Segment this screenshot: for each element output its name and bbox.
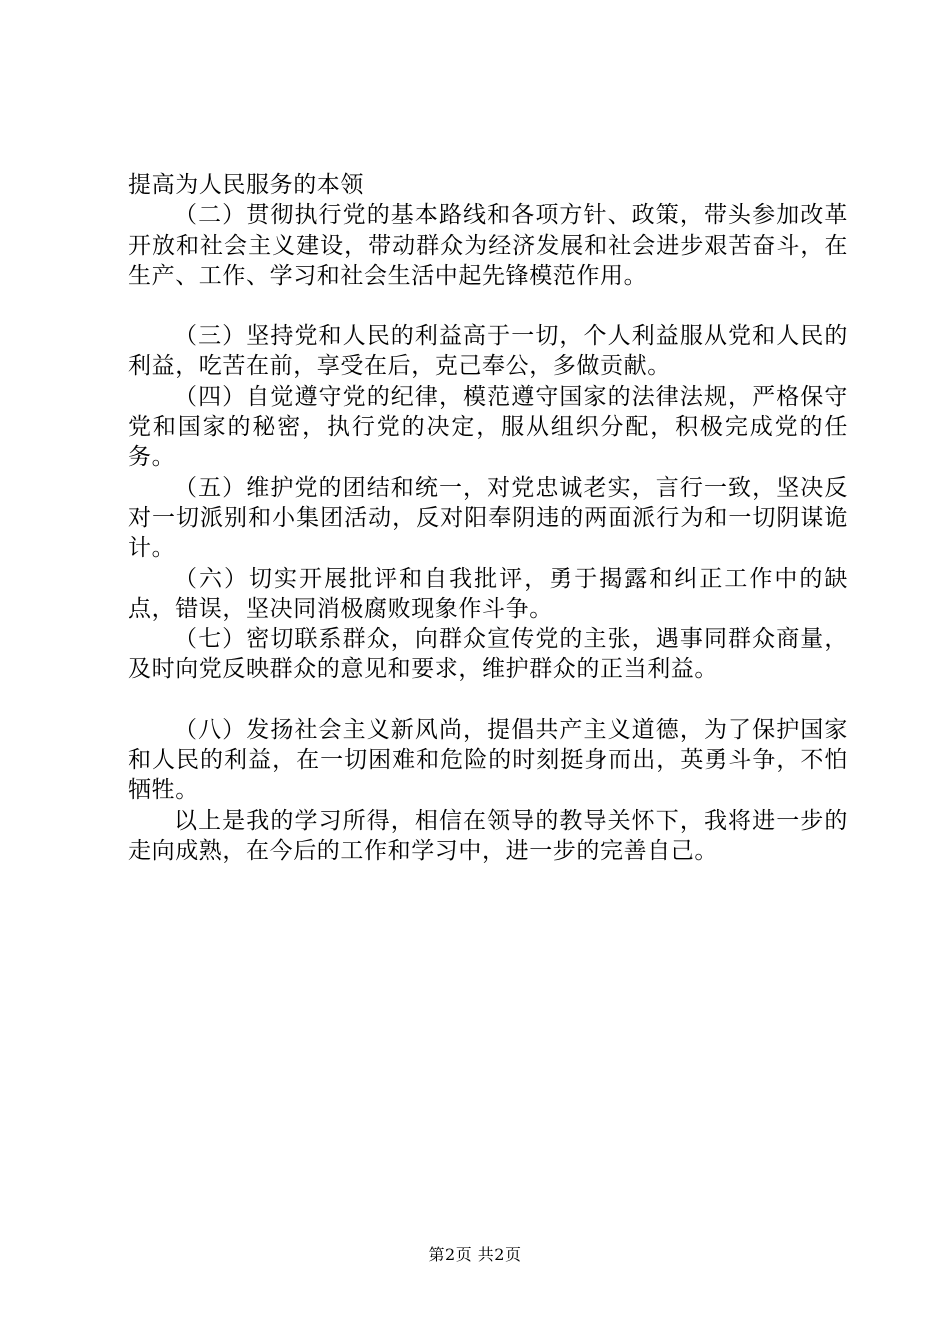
paragraph-spacer xyxy=(128,685,848,715)
paragraph-item-2: （二）贯彻执行党的基本路线和各项方针、政策，带头参加改革开放和社会主义建设，带动群众为经济发展和社会进步艰苦奋斗，在生产、工作、学习和社会生活中起先锋模范作用。 xyxy=(128,202,848,289)
paragraph-item-6: （六）切实开展批评和自我批评，勇于揭露和纠正工作中的缺点，错误，坚决同消极腐败现象作斗争。 xyxy=(128,565,848,622)
paragraph-continuation: 提高为人民服务的本领 xyxy=(128,172,364,198)
paragraph-conclusion: 以上是我的学习所得，相信在领导的教导关怀下，我将进一步的走向成熟，在今后的工作和学习中，进一步的完善自己。 xyxy=(128,807,848,864)
page-number-footer: 第2页 共2页 xyxy=(428,1245,522,1264)
document-body xyxy=(128,170,848,866)
paragraph-spacer xyxy=(128,291,848,321)
paragraph-item-5: （五）维护党的团结和统一，对党忠诚老实，言行一致，坚决反对一切派别和小集团活动，反对阳奉阴违的两面派行为和一切阴谋诡计。 xyxy=(128,474,848,562)
paragraph-item-3: （三）坚持党和人民的利益高于一切，个人利益服从党和人民的利益，吃苦在前，享受在后，克己奉公，多做贡献。 xyxy=(128,323,848,380)
paragraph-item-4: （四）自觉遵守党的纪律，模范遵守国家的法律法规，严格保守党和国家的秘密，执行党的决定，服从组织分配，积极完成党的任务。 xyxy=(128,383,848,471)
paragraph-item-8: （八）发扬社会主义新风尚，提倡共产主义道德，为了保护国家和人民的利益，在一切困难和危险的时刻挺身而出，英勇斗争，不怕牺牲。 xyxy=(128,716,848,804)
paragraph-item-7: （七）密切联系群众，向群众宣传党的主张，遇事同群众商量，及时向党反映群众的意见和要求，维护群众的正当利益。 xyxy=(128,626,848,683)
